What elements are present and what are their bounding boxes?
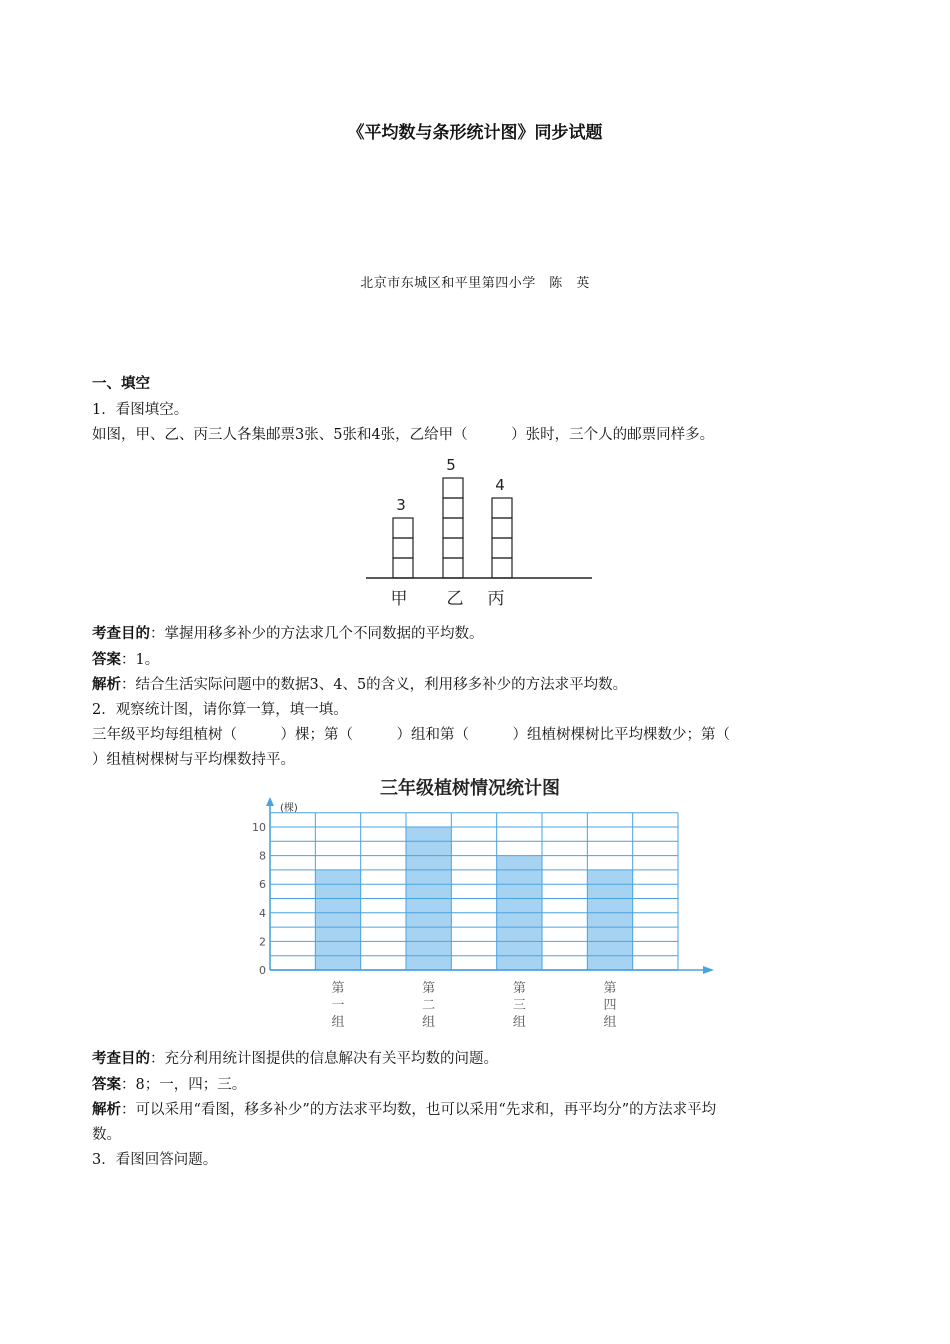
category-label: 第	[331, 981, 345, 996]
analysis-text: ：可以采用“看图，移多补少”的方法求平均数，也可以采用“先求和，再平均分”的方法求平均	[121, 1102, 717, 1118]
person-label: 丙	[487, 589, 505, 609]
q2-answer	[92, 1073, 246, 1094]
stamp-square	[492, 518, 512, 538]
purpose-text: ：掌握用移多补少的方法求几个不同数据的平均数。	[150, 626, 484, 642]
q2-heading: 2．观察统计图，请你算一算，填一填。	[92, 702, 348, 718]
stack-count-label: 5	[446, 456, 456, 474]
q1-analysis	[92, 673, 627, 694]
category-label: 三	[512, 998, 526, 1013]
q1-purpose	[92, 622, 484, 643]
person-label: 甲	[390, 589, 408, 609]
q2-text-1: 三年级平均每组植树（ ）棵；第（ ）组和第（ ）组植树棵树比平均棵数少；第（	[92, 727, 730, 743]
q3-heading: 3．看图回答问题。	[92, 1152, 218, 1168]
y-tick-label: 2	[259, 935, 266, 949]
q2-analysis-2: 数。	[92, 1127, 121, 1143]
category-label: 组	[422, 1015, 436, 1030]
stack-count-label: 3	[396, 496, 406, 514]
chart-title: 三年级植树情况统计图	[380, 778, 560, 799]
purpose-label: 考查目的	[92, 1051, 150, 1067]
analysis-label: 解析	[92, 1102, 121, 1118]
category-label: 二	[422, 998, 436, 1013]
q2-purpose	[92, 1047, 498, 1068]
stamp-square	[492, 538, 512, 558]
q2-text-2: ）组植树棵树与平均棵数持平。	[92, 752, 295, 768]
y-tick-label: 10	[252, 821, 266, 834]
author-line: 北京市东城区和平里第四小学 陈 英	[360, 276, 590, 291]
tree-chart	[248, 770, 723, 1035]
section-heading: 一、填空	[92, 376, 150, 392]
stamp-square	[443, 558, 463, 578]
stamp-square	[443, 498, 463, 518]
category-label: 第	[603, 981, 617, 996]
stamp-square	[492, 498, 512, 518]
page-title: 《平均数与条形统计图》同步试题	[347, 123, 603, 143]
y-unit-label: (棵)	[280, 803, 298, 814]
stamp-square	[443, 538, 463, 558]
answer-label: 答案	[92, 1077, 121, 1093]
answer-label: 答案	[92, 652, 121, 668]
y-tick-label: 6	[259, 878, 266, 892]
category-label: 第	[512, 981, 526, 996]
y-tick-label: 0	[259, 964, 266, 977]
stamp-square	[393, 538, 413, 558]
stamp-square	[393, 518, 413, 538]
y-tick-label: 8	[259, 849, 266, 863]
stamp-square	[492, 558, 512, 578]
category-label: 组	[603, 1015, 617, 1030]
category-label: 一	[331, 998, 345, 1013]
bar-4	[587, 870, 632, 970]
category-label: 组	[512, 1015, 526, 1030]
q1-text: 如图，甲、乙、丙三人各集邮票3张、5张和4张，乙给甲（ ）张时，三个人的邮票同样多。	[92, 427, 715, 443]
category-label: 四	[603, 998, 617, 1013]
analysis-label: 解析	[92, 677, 121, 693]
purpose-label: 考查目的	[92, 626, 150, 642]
person-label: 乙	[446, 589, 464, 609]
purpose-text: ：充分利用统计图提供的信息解决有关平均数的问题。	[150, 1051, 498, 1067]
x-axis-arrow	[703, 966, 714, 974]
y-axis-arrow	[266, 797, 274, 806]
stamp-square	[443, 518, 463, 538]
q2-analysis-1	[92, 1098, 716, 1119]
stamp-figure	[360, 448, 600, 613]
category-label: 第	[422, 981, 436, 996]
category-label: 组	[331, 1015, 345, 1030]
q1-answer	[92, 648, 159, 669]
answer-text: ：8；一，四；三。	[121, 1077, 247, 1093]
stamp-square	[393, 558, 413, 578]
stack-count-label: 4	[495, 476, 505, 494]
answer-text: ：1。	[121, 652, 160, 668]
bar-1	[315, 870, 360, 970]
y-tick-label: 4	[259, 906, 266, 920]
stamp-square	[443, 478, 463, 498]
q1-heading: 1．看图填空。	[92, 402, 189, 418]
analysis-text: ：结合生活实际问题中的数据3、4、5的含义，利用移多补少的方法求平均数。	[121, 677, 628, 693]
